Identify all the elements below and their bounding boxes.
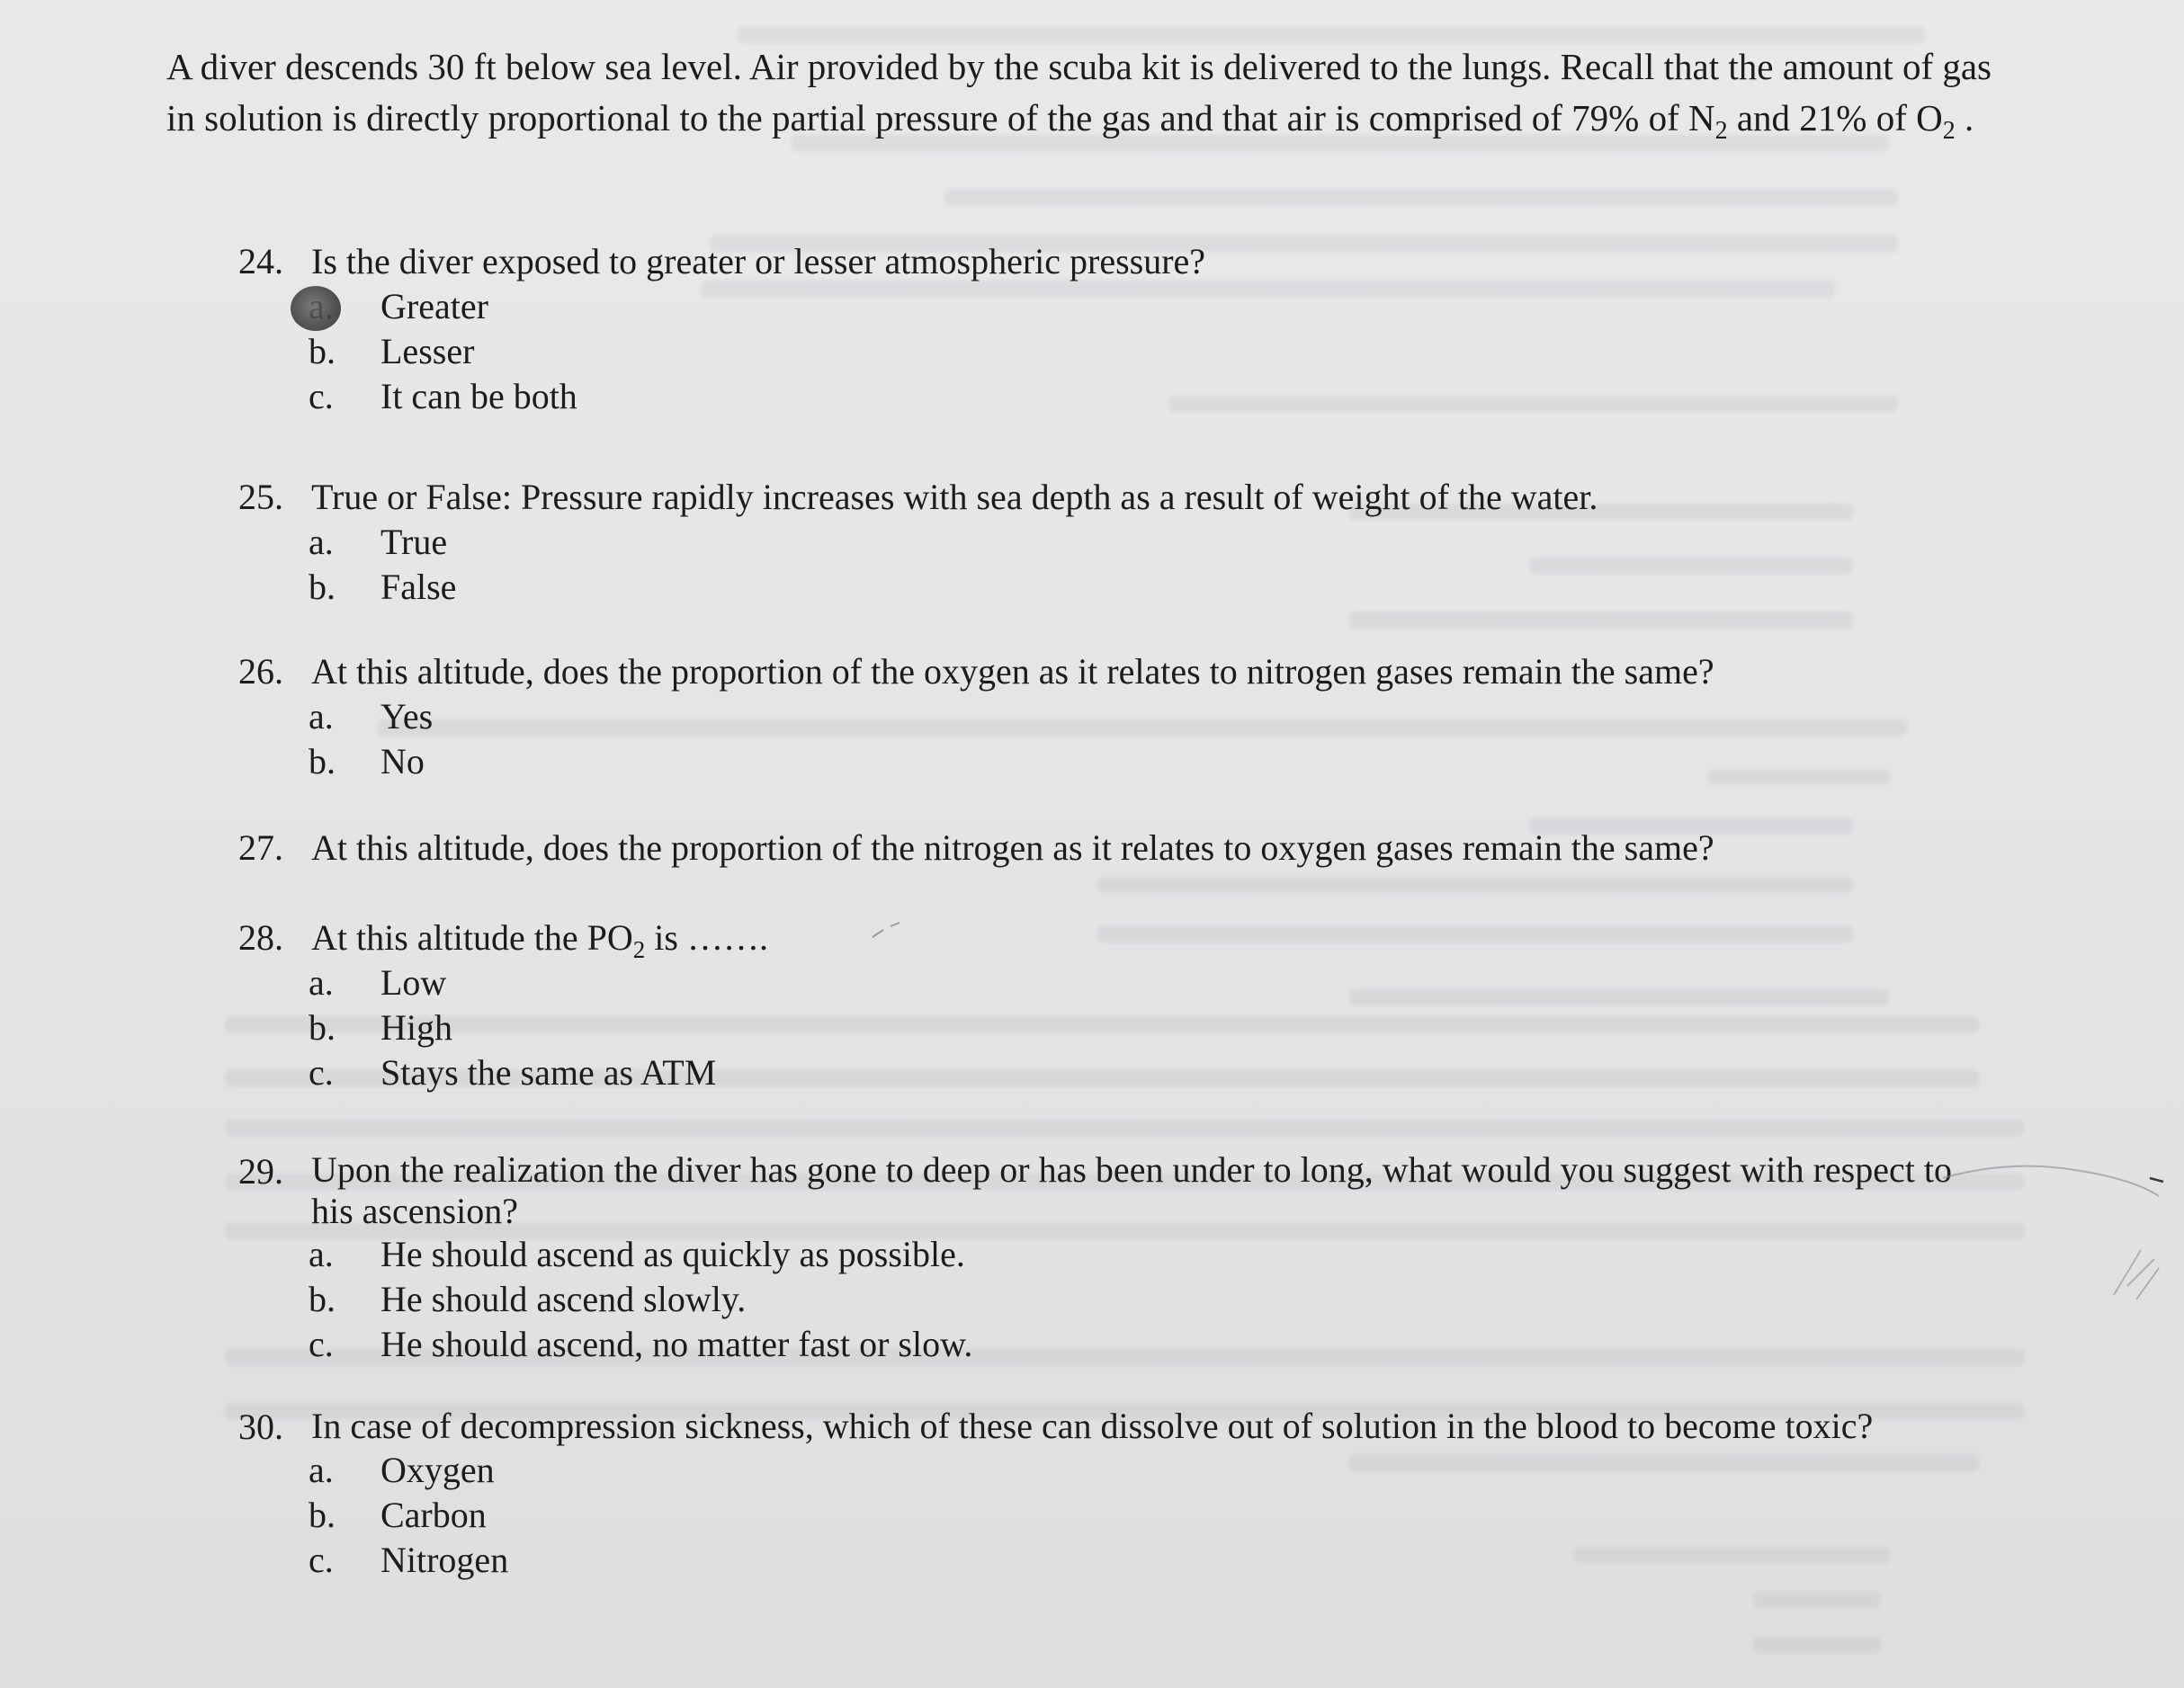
option-letter: b. [309, 567, 336, 607]
question-stem: In case of decompression sickness, which of these can dissolve out of solution in the blood to become toxic? [311, 1406, 1874, 1446]
question-30 [238, 1405, 2002, 1583]
intro-text: . [1955, 97, 1974, 138]
question-number: 26. [238, 651, 283, 692]
option-lesser[interactable] [238, 329, 2002, 374]
option-nitrogen[interactable] [238, 1538, 2002, 1583]
option-text: Low [380, 962, 447, 1003]
option-no[interactable] [238, 739, 2002, 784]
option-greater[interactable] [238, 284, 2002, 329]
subscript: 2 [1942, 117, 1956, 146]
option-true[interactable] [238, 520, 2002, 565]
option-both[interactable] [238, 374, 2002, 419]
option-letter: a. [309, 696, 334, 737]
question-stem: True or False: Pressure rapidly increases with sea depth as a result of weight of the water. [311, 477, 1598, 517]
stem-text: is ……. [645, 917, 768, 958]
option-letter: c. [309, 1324, 334, 1364]
option-letter: c. [309, 1540, 334, 1580]
option-letter: b. [309, 1007, 336, 1048]
question-number: 29. [238, 1151, 283, 1192]
option-letter: b. [309, 331, 336, 371]
option-text: Carbon [380, 1495, 487, 1535]
option-text: Yes [380, 696, 434, 737]
option-letter: c. [309, 1052, 334, 1093]
option-same-as-atm[interactable] [238, 1050, 2002, 1095]
option-text: Nitrogen [380, 1540, 509, 1580]
question-29 [238, 1149, 2002, 1367]
option-letter: a. [309, 1234, 334, 1274]
question-stem: Is the diver exposed to greater or lesser atmospheric pressure? [311, 241, 1206, 281]
intro-text: A diver descends 30 ft below sea level. Air provided by the scuba kit is delivered to the lungs. Recall that the amount of gas in solution is directly proportional to the partial pressure of the gas and that air is comprised of 79% of N [166, 46, 1992, 138]
question-24 [238, 239, 2002, 419]
subscript: 2 [632, 936, 646, 963]
question-number: 30. [238, 1407, 283, 1447]
option-letter: c. [309, 376, 334, 416]
question-number: 24. [238, 241, 283, 281]
question-number: 28. [238, 917, 283, 958]
question-28 [238, 915, 2002, 1095]
question-25 [238, 475, 2002, 610]
option-low[interactable] [238, 960, 2002, 1005]
option-ascend-quickly[interactable] [238, 1232, 2002, 1277]
option-letter: b. [309, 1279, 336, 1319]
option-ascend-slowly[interactable] [238, 1277, 2002, 1322]
option-text: True [380, 522, 448, 562]
option-text: He should ascend slowly. [380, 1279, 747, 1319]
option-letter: a. [309, 522, 334, 562]
option-carbon[interactable] [238, 1493, 2002, 1538]
question-stem: At this altitude, does the proportion of the nitrogen as it relates to oxygen gases remain the same? [311, 827, 1714, 868]
option-text: It can be both [380, 376, 577, 416]
option-text: Oxygen [380, 1450, 495, 1490]
option-text: Stays the same as ATM [380, 1052, 717, 1093]
option-letter: a. [309, 962, 334, 1003]
question-stem: At this altitude, does the proportion of the oxygen as it relates to nitrogen gases remain the same? [311, 651, 1714, 692]
option-ascend-any-speed[interactable] [238, 1322, 2002, 1367]
option-text: He should ascend as quickly as possible. [380, 1234, 965, 1274]
question-number: 27. [238, 827, 283, 868]
option-text: Lesser [380, 331, 475, 371]
option-letter: b. [309, 1495, 336, 1535]
option-false[interactable] [238, 565, 2002, 610]
intro-text: and 21% of O [1727, 97, 1943, 138]
option-letter: b. [309, 741, 336, 781]
option-oxygen[interactable] [238, 1448, 2002, 1493]
option-text: False [380, 567, 457, 607]
option-text: He should ascend, no matter fast or slow. [380, 1324, 973, 1364]
question-stem: Upon the realization the diver has gone to deep or has been under to long, what would you suggest with respect to his ascension? [311, 1149, 1952, 1231]
option-letter: a. [309, 286, 334, 326]
question-27 [238, 826, 2002, 871]
option-high[interactable] [238, 1005, 2002, 1050]
option-text: High [380, 1007, 452, 1048]
stem-text: At this altitude the PO [311, 917, 633, 958]
question-number: 25. [238, 477, 283, 517]
question-26 [238, 649, 2002, 784]
option-text: No [380, 741, 425, 781]
intro-paragraph [166, 41, 2010, 144]
subscript: 2 [1714, 117, 1728, 146]
question-stem [311, 915, 2002, 963]
option-letter: a. [309, 1450, 334, 1490]
option-text: Greater [380, 286, 488, 326]
option-yes[interactable] [238, 694, 2002, 739]
